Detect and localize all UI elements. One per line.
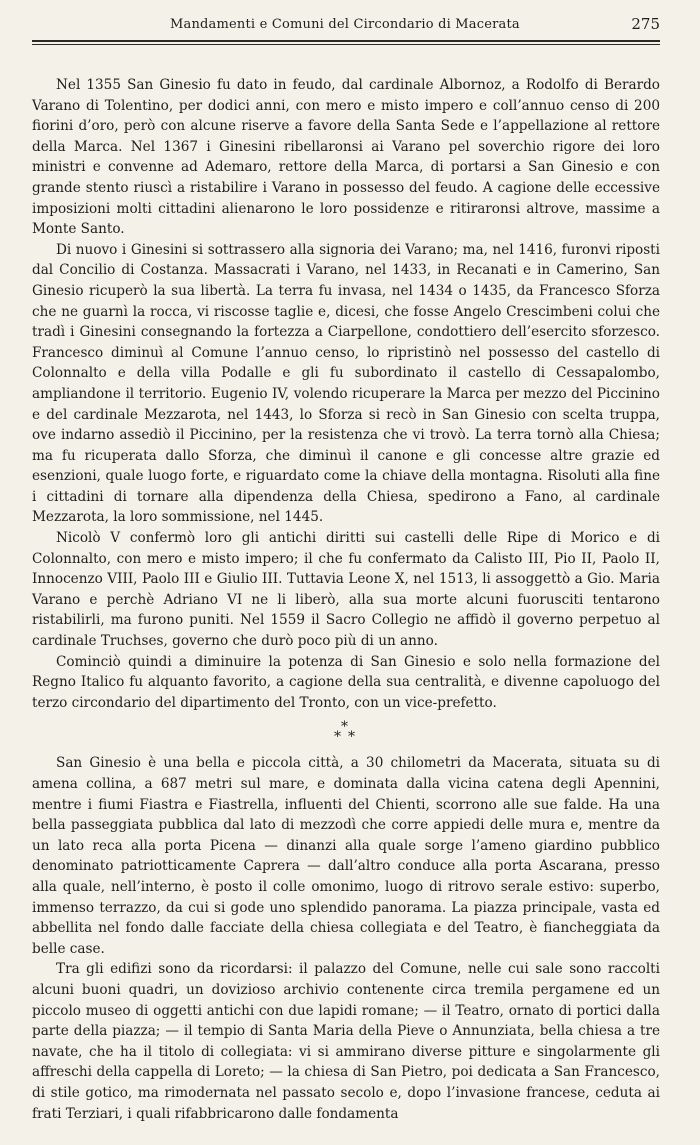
asterism-icon <box>332 720 360 746</box>
paragraph: San Ginesio è una bella e piccola città, a 30 chilometri da Macerata, situata su di amena collina, a 687 metri sul mare, e dominata dalla vicina catena degli Apennini, mentre i fiumi Fiastra e Fiastrella, influenti del Chienti, scorrono alle sue falde. Ha una bella passeggiata pubblica dal lato di mezzodì che corre appiedi delle mura e, mentre da un lato reca alla porta Picena — dinanzi alla quale sorge l’ameno giardino pubblico denominato patriotticamente Caprera — dall’altro conduce alla porta Ascarana, presso alla quale, nell’interno, è posto il colle omonimo, luogo di ritrovo serale estivo: superbo, immenso terrazzo, da cui si gode uno splendido panorama. La piazza principale, vasta ed abbellita nel fondo dalle facciate della chiesa collegiata e del Teatro, è fiancheggiata da belle case. <box>32 755 660 957</box>
page-number: 275 <box>631 15 660 33</box>
header-rule-thin <box>32 44 660 45</box>
paragraph: Tra gli edifizi sono da ricordarsi: il palazzo del Comune, nelle cui sale sono raccolti alcuni buoni quadri, un dovizioso archivio contenente circa tremila pergamene ed un piccolo museo di oggetti antichi con due lapidi romane; — il Teatro, ornato di portici dalla parte della piazza; — il tempio di Santa Maria della Pieve o Annunziata, bella chiesa a tre navate, che ha il titolo di collegiata: vi si ammirano diverse pitture e singolarmente gli affreschi della cappella di Loreto; — la chiesa di San Pietro, poi dedicata a San Francesco, di stile gotico, ma rimodernata nel passato secolo e, dopo l’invasione francese, ceduta ai frati Terziari, i quali rifabbricarono dalle fondamenta <box>32 961 660 1122</box>
body-text <box>32 75 660 1124</box>
asterism-star: * <box>341 719 348 736</box>
paragraph: Cominciò quindi a diminuire la potenza di San Ginesio e solo nella formazione del Regno Italico fu alquanto favorito, a cagione della sua centralità, e divenne capoluogo del terzo circondario del dipartimento del Tronto, con un vice-prefetto. <box>32 653 660 711</box>
asterism-star: * <box>348 729 355 746</box>
header-rule <box>32 40 660 42</box>
page-header <box>32 12 660 40</box>
running-title: Mandamenti e Comuni del Circondario di Macerata <box>170 17 520 32</box>
paragraph: Nel 1355 San Ginesio fu dato in feudo, dal cardinale Albornoz, a Rodolfo di Berardo Varano di Tolentino, per dodici anni, con mero e misto impero e coll’annuo censo di 200 fiorini d’oro, però con alcune riserve a favore della Santa Sede e l’appellazione al rettore della Marca. Nel 1367 i Ginesini ribellaronsi ai Varano pel soverchio rigore dei loro ministri e convenne ad Ademaro, rettore della Marca, di portarsi a San Ginesio e con grande stento riuscì a ristabilire i Varano in possesso del feudo. A cagione delle eccessive imposizioni molti cittadini alienarono le loro possidenze e ritiraronsi altrove, massime a Monte Santo. <box>32 77 660 238</box>
asterism-separator <box>32 713 660 753</box>
paragraph: Nicolò V confermò loro gli antichi diritti sui castelli delle Ripe di Morico e di Colonnalto, con mero e misto impero; il che fu confermato da Calisto III, Pio II, Paolo II, Innocenzo VIII, Paolo III e Giulio III. Tuttavia Leone X, nel 1513, li assoggettò a Gio. Maria Varano e perchè Adriano VI ne li liberò, alla sua morte alcuni fuorusciti tentarono ristabilirli, ma furono puniti. Nel 1559 il Sacro Collegio ne affidò il governo perpetuo al cardinale Truchses, governo che durò poco più di un anno. <box>32 530 660 650</box>
asterism-star: * <box>334 729 341 746</box>
paragraph: Di nuovo i Ginesini si sottrassero alla signoria dei Varano; ma, nel 1416, furonvi riposti dal Concilio di Costanza. Massacrati i Varano, nel 1433, in Recanati e in Camerino, San Ginesio ricuperò la sua libertà. La terra fu invasa, nel 1434 o 1435, da Francesco Sforza che ne guarnì la rocca, vi riscosse taglie e, dicesi, che fosse Angelo Crescimbeni colui che tradì i Ginesini consegnando la fortezza a Ciarpellone, condottiero dell’esercito sforzesco. Francesco diminuì al Comune l’annuo censo, lo ripristinò nel possesso del castello di Colonnalto e della villa Podalle e gli fu subordinato il castello di Cessapalombo, ampliandone il territorio. Eugenio IV, volendo ricuperare la Marca per mezzo del Piccinino e del cardinale Mezzarota, nel 1443, lo Sforza si recò in San Ginesio con scelta truppa, ove indarno assediò il Piccinino, per la resistenza che vi trovò. La terra tornò alla Chiesa; ma fu ricuperata dallo Sforza, che diminuì il canone e gli concesse altre grazie ed esenzioni, quale luogo forte, e riguardato come la chiave della montagna. Risoluti alla fine i cittadini di tornare alla dipendenza della Chiesa, spedirono a Fano, al cardinale Mezzarota, la loro sommissione, nel 1445. <box>32 241 660 526</box>
